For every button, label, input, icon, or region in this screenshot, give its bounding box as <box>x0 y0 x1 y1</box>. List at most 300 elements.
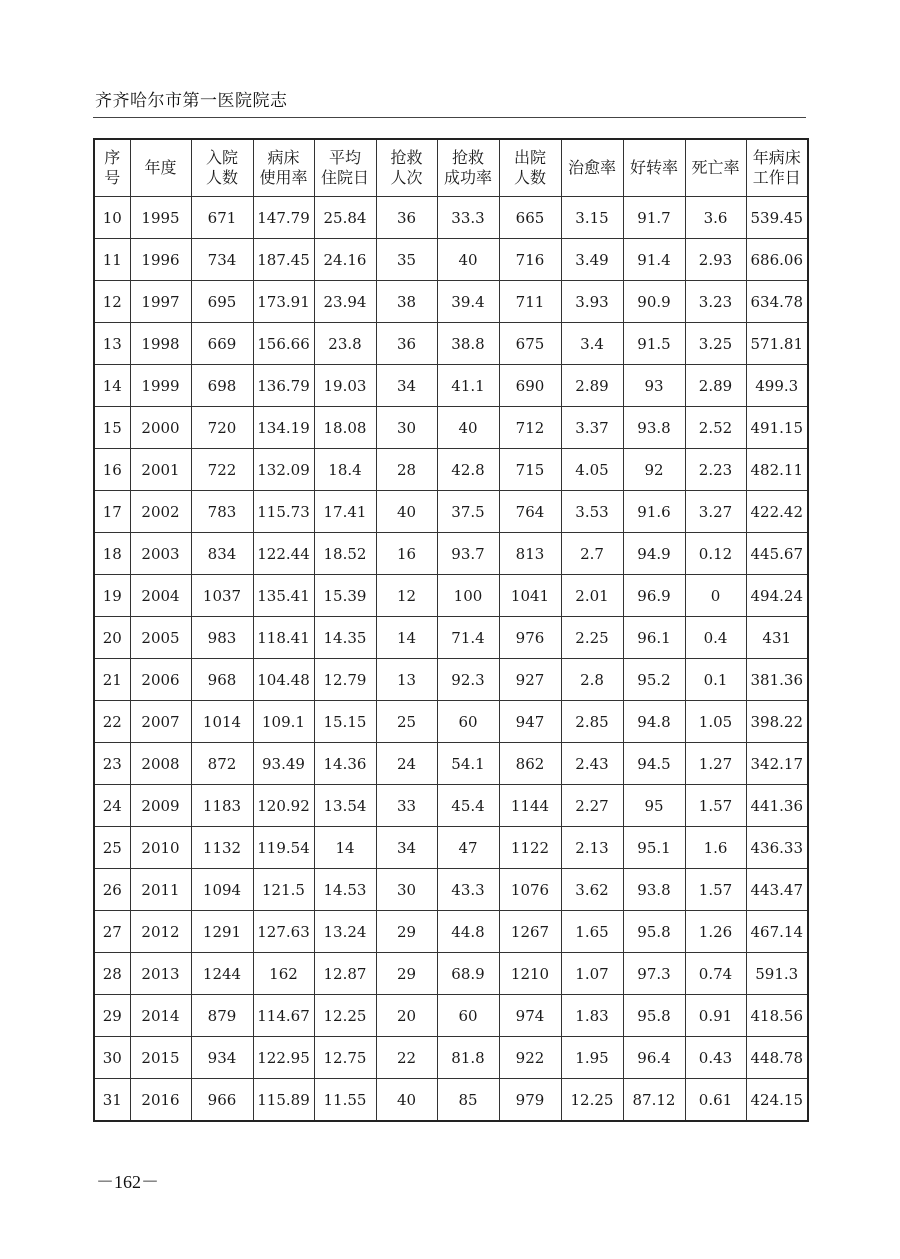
table-cell: 381.36 <box>746 659 808 701</box>
table-cell: 10 <box>94 197 130 239</box>
table-cell: 715 <box>499 449 561 491</box>
table-cell: 1.57 <box>685 869 746 911</box>
table-cell: 44.8 <box>437 911 499 953</box>
column-header-line: 治愈率 <box>567 158 616 177</box>
table-cell: 132.09 <box>253 449 314 491</box>
table-cell: 0.43 <box>685 1037 746 1079</box>
table-cell: 97.3 <box>623 953 685 995</box>
table-cell: 1122 <box>499 827 561 869</box>
table-cell: 1037 <box>191 575 253 617</box>
table-cell: 342.17 <box>746 743 808 785</box>
table-cell: 47 <box>437 827 499 869</box>
table-cell: 722 <box>191 449 253 491</box>
table-cell: 94.5 <box>623 743 685 785</box>
table-cell: 24 <box>376 743 437 785</box>
table-row <box>94 659 808 701</box>
table-row <box>94 197 808 239</box>
table-cell: 21 <box>94 659 130 701</box>
table-cell: 91.6 <box>623 491 685 533</box>
table-cell: 424.15 <box>746 1079 808 1122</box>
table-cell: 398.22 <box>746 701 808 743</box>
table-cell: 15 <box>94 407 130 449</box>
table-cell: 85 <box>437 1079 499 1122</box>
table-cell: 979 <box>499 1079 561 1122</box>
table-cell: 13.24 <box>314 911 376 953</box>
table-cell: 1144 <box>499 785 561 827</box>
table-cell: 482.11 <box>746 449 808 491</box>
table-cell: 431 <box>746 617 808 659</box>
table-cell: 45.4 <box>437 785 499 827</box>
table-cell: 764 <box>499 491 561 533</box>
column-header-line: 年度 <box>144 158 177 177</box>
table-cell: 2000 <box>130 407 191 449</box>
table-cell: 1094 <box>191 869 253 911</box>
table-cell: 14 <box>94 365 130 407</box>
table-cell: 591.3 <box>746 953 808 995</box>
table-cell: 436.33 <box>746 827 808 869</box>
table-cell: 135.41 <box>253 575 314 617</box>
column-header-line: 住院日 <box>320 168 369 187</box>
table-cell: 3.53 <box>561 491 623 533</box>
column-header <box>130 139 191 197</box>
table-cell: 2015 <box>130 1037 191 1079</box>
table-cell: 34 <box>376 365 437 407</box>
table-cell: 2.7 <box>561 533 623 575</box>
table-cell: 0.1 <box>685 659 746 701</box>
table-row <box>94 617 808 659</box>
table-cell: 94.8 <box>623 701 685 743</box>
table-cell: 711 <box>499 281 561 323</box>
table-cell: 3.27 <box>685 491 746 533</box>
column-header-line: 工作日 <box>752 168 801 187</box>
column-header-line: 病床 <box>267 148 300 167</box>
table-row <box>94 701 808 743</box>
table-cell: 1.6 <box>685 827 746 869</box>
table-row <box>94 323 808 365</box>
table-cell: 2.52 <box>685 407 746 449</box>
table-cell: 120.92 <box>253 785 314 827</box>
column-header-line: 平均 <box>328 148 361 167</box>
table-cell: 12.25 <box>561 1079 623 1122</box>
column-header-line: 抢救 <box>390 148 423 167</box>
table-cell: 813 <box>499 533 561 575</box>
table-cell: 122.44 <box>253 533 314 575</box>
table-cell: 634.78 <box>746 281 808 323</box>
table-cell: 1998 <box>130 323 191 365</box>
table-cell: 134.19 <box>253 407 314 449</box>
table-cell: 2001 <box>130 449 191 491</box>
table-cell: 18 <box>94 533 130 575</box>
table-cell: 1.26 <box>685 911 746 953</box>
table-cell: 968 <box>191 659 253 701</box>
table-cell: 38.8 <box>437 323 499 365</box>
table-cell: 14.53 <box>314 869 376 911</box>
table-cell: 1.57 <box>685 785 746 827</box>
column-header <box>499 139 561 197</box>
table-cell: 127.63 <box>253 911 314 953</box>
column-header <box>437 139 499 197</box>
running-head-title: 齐齐哈尔市第一医院院志 <box>95 91 288 111</box>
table-cell: 720 <box>191 407 253 449</box>
column-header <box>314 139 376 197</box>
table-cell: 12 <box>376 575 437 617</box>
table-cell: 36 <box>376 323 437 365</box>
table-cell: 448.78 <box>746 1037 808 1079</box>
table-row <box>94 533 808 575</box>
table-cell: 12.79 <box>314 659 376 701</box>
table-cell: 30 <box>376 869 437 911</box>
table-cell: 1.65 <box>561 911 623 953</box>
table-cell: 93 <box>623 365 685 407</box>
table-cell: 109.1 <box>253 701 314 743</box>
column-header-line: 号 <box>104 168 121 187</box>
table-cell: 974 <box>499 995 561 1037</box>
table-cell: 36 <box>376 197 437 239</box>
table-cell: 2013 <box>130 953 191 995</box>
column-header-line: 入院 <box>205 148 238 167</box>
table-cell: 3.23 <box>685 281 746 323</box>
column-header-line: 使用率 <box>259 168 308 187</box>
table-cell: 3.62 <box>561 869 623 911</box>
table-cell: 2005 <box>130 617 191 659</box>
table-cell: 11 <box>94 239 130 281</box>
table-row <box>94 827 808 869</box>
table-cell: 734 <box>191 239 253 281</box>
table-cell: 136.79 <box>253 365 314 407</box>
table-cell: 60 <box>437 995 499 1037</box>
table-cell: 0.74 <box>685 953 746 995</box>
column-header <box>191 139 253 197</box>
column-header-line: 成功率 <box>443 168 492 187</box>
table-cell: 122.95 <box>253 1037 314 1079</box>
table-cell: 2016 <box>130 1079 191 1122</box>
table-cell: 1076 <box>499 869 561 911</box>
table-cell: 2.27 <box>561 785 623 827</box>
table-cell: 104.48 <box>253 659 314 701</box>
header-row <box>94 139 808 197</box>
table-cell: 96.9 <box>623 575 685 617</box>
table-cell: 3.25 <box>685 323 746 365</box>
table-cell: 91.5 <box>623 323 685 365</box>
column-header-line: 出院 <box>513 148 546 167</box>
table-cell: 934 <box>191 1037 253 1079</box>
table-cell: 1014 <box>191 701 253 743</box>
table-cell: 2010 <box>130 827 191 869</box>
table-cell: 39.4 <box>437 281 499 323</box>
table-cell: 19.03 <box>314 365 376 407</box>
table-cell: 2003 <box>130 533 191 575</box>
table-cell: 100 <box>437 575 499 617</box>
table-cell: 2.23 <box>685 449 746 491</box>
table-cell: 1210 <box>499 953 561 995</box>
table-cell: 71.4 <box>437 617 499 659</box>
table-cell: 16 <box>376 533 437 575</box>
table-cell: 93.8 <box>623 407 685 449</box>
table-cell: 33 <box>376 785 437 827</box>
table-cell: 60 <box>437 701 499 743</box>
table-cell: 23.8 <box>314 323 376 365</box>
table-cell: 13 <box>376 659 437 701</box>
table-row <box>94 239 808 281</box>
table-cell: 29 <box>376 911 437 953</box>
table-cell: 91.7 <box>623 197 685 239</box>
table-cell: 40 <box>437 407 499 449</box>
table-cell: 1997 <box>130 281 191 323</box>
table-cell: 1995 <box>130 197 191 239</box>
table-cell: 18.52 <box>314 533 376 575</box>
table-cell: 2.01 <box>561 575 623 617</box>
column-header <box>253 139 314 197</box>
table-cell: 30 <box>94 1037 130 1079</box>
table-cell: 690 <box>499 365 561 407</box>
table-cell: 2006 <box>130 659 191 701</box>
table-cell: 1183 <box>191 785 253 827</box>
table-body <box>94 197 808 1122</box>
table-cell: 1.05 <box>685 701 746 743</box>
table-cell: 23 <box>94 743 130 785</box>
table-cell: 22 <box>376 1037 437 1079</box>
column-header <box>94 139 130 197</box>
table-cell: 37.5 <box>437 491 499 533</box>
table-cell: 922 <box>499 1037 561 1079</box>
table-cell: 947 <box>499 701 561 743</box>
table-row <box>94 785 808 827</box>
table-cell: 443.47 <box>746 869 808 911</box>
header-rule <box>93 117 806 118</box>
table-cell: 0.91 <box>685 995 746 1037</box>
column-header-line: 人数 <box>205 168 238 187</box>
table-cell: 95.8 <box>623 911 685 953</box>
table-cell: 3.93 <box>561 281 623 323</box>
table-cell: 2.93 <box>685 239 746 281</box>
table-cell: 25 <box>376 701 437 743</box>
table-cell: 499.3 <box>746 365 808 407</box>
table-cell: 54.1 <box>437 743 499 785</box>
table-cell: 95.2 <box>623 659 685 701</box>
table-cell: 11.55 <box>314 1079 376 1122</box>
table-cell: 1267 <box>499 911 561 953</box>
column-header <box>746 139 808 197</box>
table-cell: 983 <box>191 617 253 659</box>
table-cell: 872 <box>191 743 253 785</box>
table-cell: 3.6 <box>685 197 746 239</box>
table-cell: 13 <box>94 323 130 365</box>
table-cell: 1291 <box>191 911 253 953</box>
table-cell: 879 <box>191 995 253 1037</box>
table-cell: 23.94 <box>314 281 376 323</box>
table-cell: 14 <box>314 827 376 869</box>
table-cell: 87.12 <box>623 1079 685 1122</box>
column-header-line: 抢救 <box>451 148 484 167</box>
table-cell: 1244 <box>191 953 253 995</box>
table-cell: 862 <box>499 743 561 785</box>
table-cell: 19 <box>94 575 130 617</box>
column-header <box>376 139 437 197</box>
table-cell: 1.27 <box>685 743 746 785</box>
table-cell: 121.5 <box>253 869 314 911</box>
table-cell: 2.85 <box>561 701 623 743</box>
table-cell: 93.7 <box>437 533 499 575</box>
table-cell: 1132 <box>191 827 253 869</box>
table-row <box>94 365 808 407</box>
column-header-line: 年病床 <box>752 148 801 167</box>
table-row <box>94 1037 808 1079</box>
table-cell: 40 <box>376 1079 437 1122</box>
table-cell: 95.1 <box>623 827 685 869</box>
table-cell: 698 <box>191 365 253 407</box>
table-cell: 4.05 <box>561 449 623 491</box>
table-cell: 29 <box>376 953 437 995</box>
table-cell: 92.3 <box>437 659 499 701</box>
table-cell: 18.08 <box>314 407 376 449</box>
table-cell: 1.07 <box>561 953 623 995</box>
table-cell: 3.49 <box>561 239 623 281</box>
page-number: －162－ <box>96 1172 159 1192</box>
table-cell: 173.91 <box>253 281 314 323</box>
table-cell: 12.87 <box>314 953 376 995</box>
hospital-statistics-table <box>93 138 809 1122</box>
table-cell: 686.06 <box>746 239 808 281</box>
table-cell: 115.89 <box>253 1079 314 1122</box>
table-cell: 665 <box>499 197 561 239</box>
table-cell: 976 <box>499 617 561 659</box>
table-cell: 422.42 <box>746 491 808 533</box>
table-cell: 96.1 <box>623 617 685 659</box>
table-cell: 2.89 <box>685 365 746 407</box>
table-cell: 491.15 <box>746 407 808 449</box>
table-cell: 42.8 <box>437 449 499 491</box>
column-header-line: 死亡率 <box>691 158 740 177</box>
table-cell: 28 <box>94 953 130 995</box>
table-cell: 92 <box>623 449 685 491</box>
table-cell: 114.67 <box>253 995 314 1037</box>
table-cell: 0.61 <box>685 1079 746 1122</box>
table-cell: 38 <box>376 281 437 323</box>
table-cell: 93.8 <box>623 869 685 911</box>
table-cell: 40 <box>376 491 437 533</box>
table-cell: 27 <box>94 911 130 953</box>
table-row <box>94 407 808 449</box>
table-cell: 675 <box>499 323 561 365</box>
table-cell: 22 <box>94 701 130 743</box>
table-cell: 445.67 <box>746 533 808 575</box>
table-cell: 671 <box>191 197 253 239</box>
table-cell: 156.66 <box>253 323 314 365</box>
table-cell: 2.8 <box>561 659 623 701</box>
table-cell: 15.15 <box>314 701 376 743</box>
table-cell: 95.8 <box>623 995 685 1037</box>
table-cell: 2009 <box>130 785 191 827</box>
table-cell: 20 <box>376 995 437 1037</box>
table-cell: 2012 <box>130 911 191 953</box>
column-header <box>561 139 623 197</box>
table-row <box>94 1079 808 1122</box>
table-cell: 81.8 <box>437 1037 499 1079</box>
table-cell: 834 <box>191 533 253 575</box>
table-cell: 25 <box>94 827 130 869</box>
table-cell: 24.16 <box>314 239 376 281</box>
table-cell: 2008 <box>130 743 191 785</box>
table-cell: 18.4 <box>314 449 376 491</box>
table-cell: 12 <box>94 281 130 323</box>
table-cell: 162 <box>253 953 314 995</box>
table-cell: 34 <box>376 827 437 869</box>
table-cell: 187.45 <box>253 239 314 281</box>
table-cell: 539.45 <box>746 197 808 239</box>
table-cell: 17 <box>94 491 130 533</box>
table-cell: 669 <box>191 323 253 365</box>
table-cell: 24 <box>94 785 130 827</box>
table-cell: 2.43 <box>561 743 623 785</box>
table-cell: 28 <box>376 449 437 491</box>
table-cell: 118.41 <box>253 617 314 659</box>
table-cell: 14.35 <box>314 617 376 659</box>
table-cell: 94.9 <box>623 533 685 575</box>
table-cell: 2014 <box>130 995 191 1037</box>
column-header <box>623 139 685 197</box>
table-cell: 1996 <box>130 239 191 281</box>
table-cell: 0 <box>685 575 746 617</box>
table-cell: 0.4 <box>685 617 746 659</box>
table-cell: 441.36 <box>746 785 808 827</box>
table-cell: 467.14 <box>746 911 808 953</box>
table-cell: 783 <box>191 491 253 533</box>
table-cell: 35 <box>376 239 437 281</box>
table-cell: 96.4 <box>623 1037 685 1079</box>
table-cell: 12.25 <box>314 995 376 1037</box>
table-cell: 2004 <box>130 575 191 617</box>
table-row <box>94 281 808 323</box>
table-cell: 119.54 <box>253 827 314 869</box>
table-cell: 115.73 <box>253 491 314 533</box>
table-cell: 90.9 <box>623 281 685 323</box>
table-cell: 3.15 <box>561 197 623 239</box>
table-row <box>94 911 808 953</box>
table-cell: 2011 <box>130 869 191 911</box>
table-cell: 43.3 <box>437 869 499 911</box>
table-row <box>94 743 808 785</box>
table-cell: 14 <box>376 617 437 659</box>
table-cell: 2002 <box>130 491 191 533</box>
table-cell: 40 <box>437 239 499 281</box>
table-cell: 93.49 <box>253 743 314 785</box>
table-cell: 1.95 <box>561 1037 623 1079</box>
table-cell: 31 <box>94 1079 130 1122</box>
table-row <box>94 449 808 491</box>
table-row <box>94 953 808 995</box>
table-cell: 26 <box>94 869 130 911</box>
table-cell: 3.4 <box>561 323 623 365</box>
table-header <box>94 139 808 197</box>
table-cell: 1041 <box>499 575 561 617</box>
table-cell: 14.36 <box>314 743 376 785</box>
table-cell: 966 <box>191 1079 253 1122</box>
column-header-line: 序 <box>104 148 121 167</box>
table-cell: 695 <box>191 281 253 323</box>
table-cell: 13.54 <box>314 785 376 827</box>
table-cell: 418.56 <box>746 995 808 1037</box>
table-cell: 16 <box>94 449 130 491</box>
table-cell: 2.25 <box>561 617 623 659</box>
table-row <box>94 995 808 1037</box>
table-row <box>94 575 808 617</box>
column-header-line: 好转率 <box>629 158 678 177</box>
table-cell: 41.1 <box>437 365 499 407</box>
column-header <box>685 139 746 197</box>
table-cell: 2007 <box>130 701 191 743</box>
table-cell: 0.12 <box>685 533 746 575</box>
table-cell: 29 <box>94 995 130 1037</box>
